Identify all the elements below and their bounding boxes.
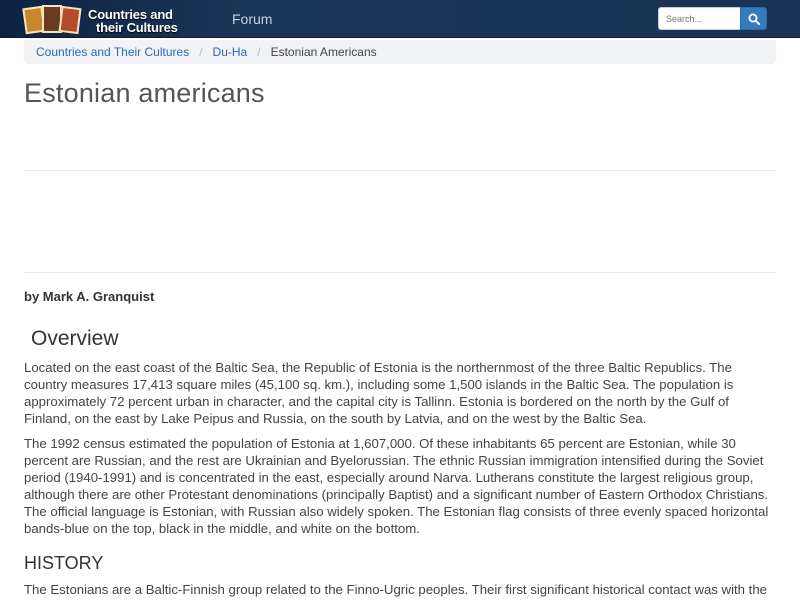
history-paragraph-1: The Estonians are a Baltic-Finnish group related to the Finno-Ugric peoples. Their first significant historical contact was with the [24, 582, 768, 597]
breadcrumb-current: Estonian Americans [270, 45, 377, 59]
breadcrumb-link-du-ha[interactable]: Du-Ha [212, 45, 248, 59]
site-logo[interactable] [22, 4, 222, 38]
overview-heading: Overview [31, 327, 119, 350]
search-button[interactable] [740, 7, 767, 30]
page-title: Estonian americans [24, 78, 265, 108]
search-input[interactable] [658, 7, 740, 30]
logo-line1: Countries and [88, 7, 173, 22]
logo-image [22, 4, 84, 38]
search-form [658, 7, 767, 30]
logo-line2: their Cultures [96, 20, 178, 35]
nav-forum-link[interactable]: Forum [232, 11, 273, 27]
divider [24, 170, 776, 171]
logo-text [88, 8, 178, 34]
overview-paragraph-1: Located on the east coast of the Baltic Sea, the Republic of Estonia is the northernmost of the three Baltic Republics. The country measures 17,413 square miles (45,100 sq. km.), including some 1,500 islands in the Baltic Sea. The population is approximately 72 percent urban in character, and the capital city is Tallinn. Estonia is bordered on the north by the Gulf of Finland, on the east by Lake Peipus and Russia, on the south by Latvia, and on the west by the Baltic Sea. [24, 360, 734, 426]
author-byline: by Mark A. Granquist [24, 289, 155, 304]
top-navbar [0, 0, 800, 38]
breadcrumb-separator: / [257, 45, 261, 59]
history-heading: HISTORY [24, 553, 104, 573]
search-icon [748, 13, 760, 25]
breadcrumb [24, 40, 776, 64]
divider [24, 272, 776, 273]
overview-paragraph-2: The 1992 census estimated the population of Estonia at 1,607,000. Of these inhabitants 65 percent are Estonian, while 30 percent are Russian, and the rest are Ukrainian and Byelorussian. The ethnic Russian immigration intensified during the Soviet period (1940-1991) and is concentrated in the east, especially around Narva. Lutherans constitute the largest religious group, although there are other Protestant denominations (principally Baptist) and a significant number of Eastern Orthodox Christians. The official language is Estonian, with Russian also widely spoken. The Estonian flag consists of three evenly spaced horizontal bands-blue on the top, black in the middle, and white on the bottom. [24, 436, 769, 536]
breadcrumb-link-countries[interactable]: Countries and Their Cultures [36, 45, 190, 59]
breadcrumb-separator: / [199, 45, 203, 59]
